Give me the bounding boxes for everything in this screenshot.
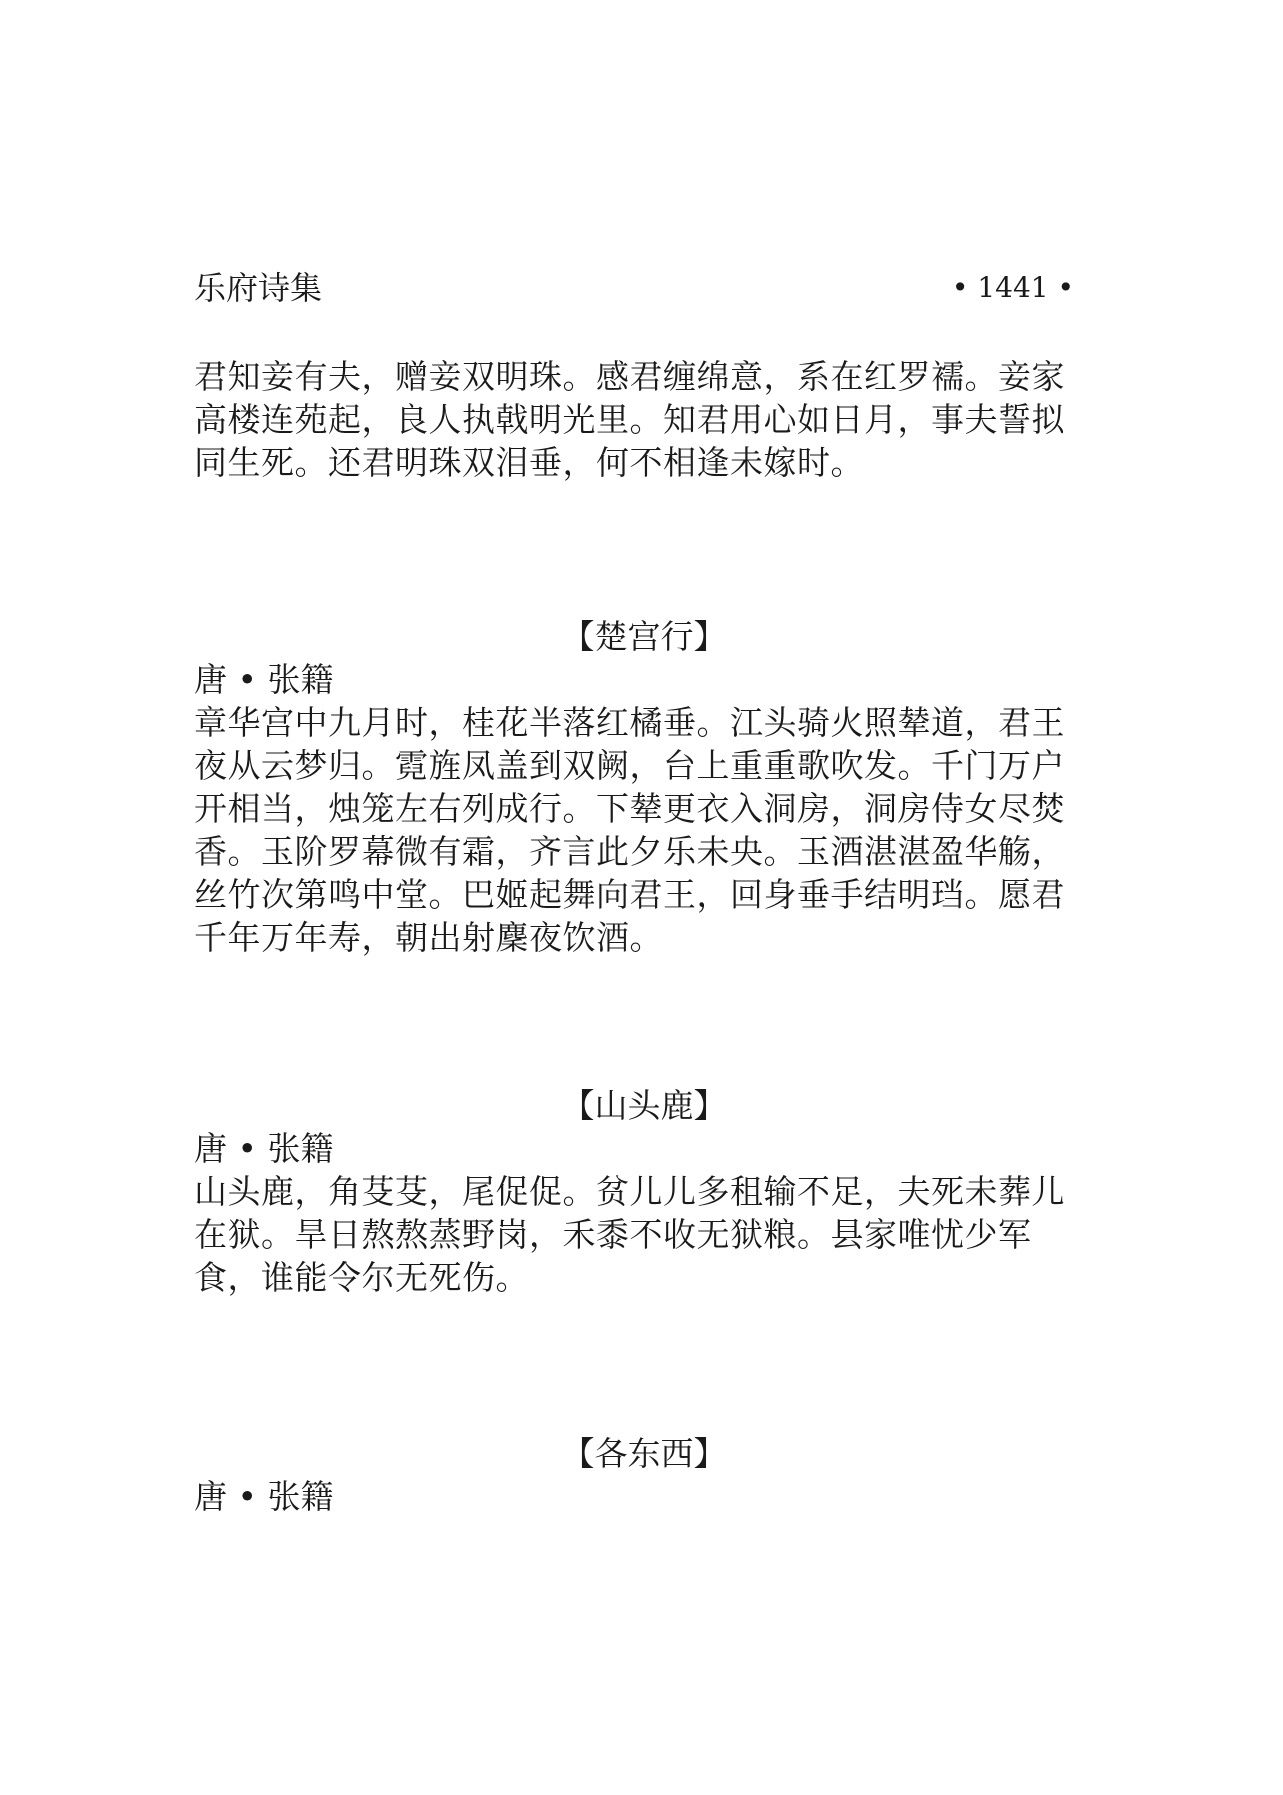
poem-title: 【山头鹿】	[561, 1086, 727, 1125]
page-number: • 1441 •	[951, 271, 1074, 304]
poem-author: 唐 • 张籍	[194, 660, 334, 699]
poem-author: 唐 • 张籍	[194, 1477, 334, 1516]
poem-text: 章华宫中九月时，桂花半落红橘垂。江头骑火照辇道，君王夜从云梦归。霓旌凤盖到双阙，台上重重歌吹发。千门万户开相当，烛笼左右列成行。下辇更衣入洞房，洞房侍女尽焚香。玉阶罗幕微有霜，齐言此夕乐未央。玉酒湛湛盈华觞，丝竹次第鸣中堂。巴姬起舞向君王，回身垂手结明珰。愿君千年万年寿，朝出射麇夜饮酒。	[194, 703, 1065, 957]
poem-body	[194, 701, 1094, 959]
page-header	[194, 266, 1074, 310]
poem-author: 唐 • 张籍	[194, 1129, 334, 1168]
book-title: 乐府诗集	[194, 269, 323, 307]
poem-body	[194, 1170, 1094, 1299]
intro-passage	[194, 355, 1094, 484]
intro-text: 君知妾有夫，赠妾双明珠。感君缠绵意，系在红罗襦。妾家高楼连苑起，良人执戟明光里。知君用心如日月，事夫誓拟同生死。还君明珠双泪垂，何不相逢未嫁时。	[194, 357, 1065, 482]
poem-text: 山头鹿，角芟芟，尾促促。贫儿儿多租输不足，夫死未葬儿在狱。旱日熬熬蒸野岗，禾黍不收无狱粮。县家唯忧少军食，谁能令尔无死伤。	[194, 1172, 1065, 1297]
poem-title: 【楚宫行】	[561, 617, 727, 656]
poem-title: 【各东西】	[561, 1434, 727, 1473]
